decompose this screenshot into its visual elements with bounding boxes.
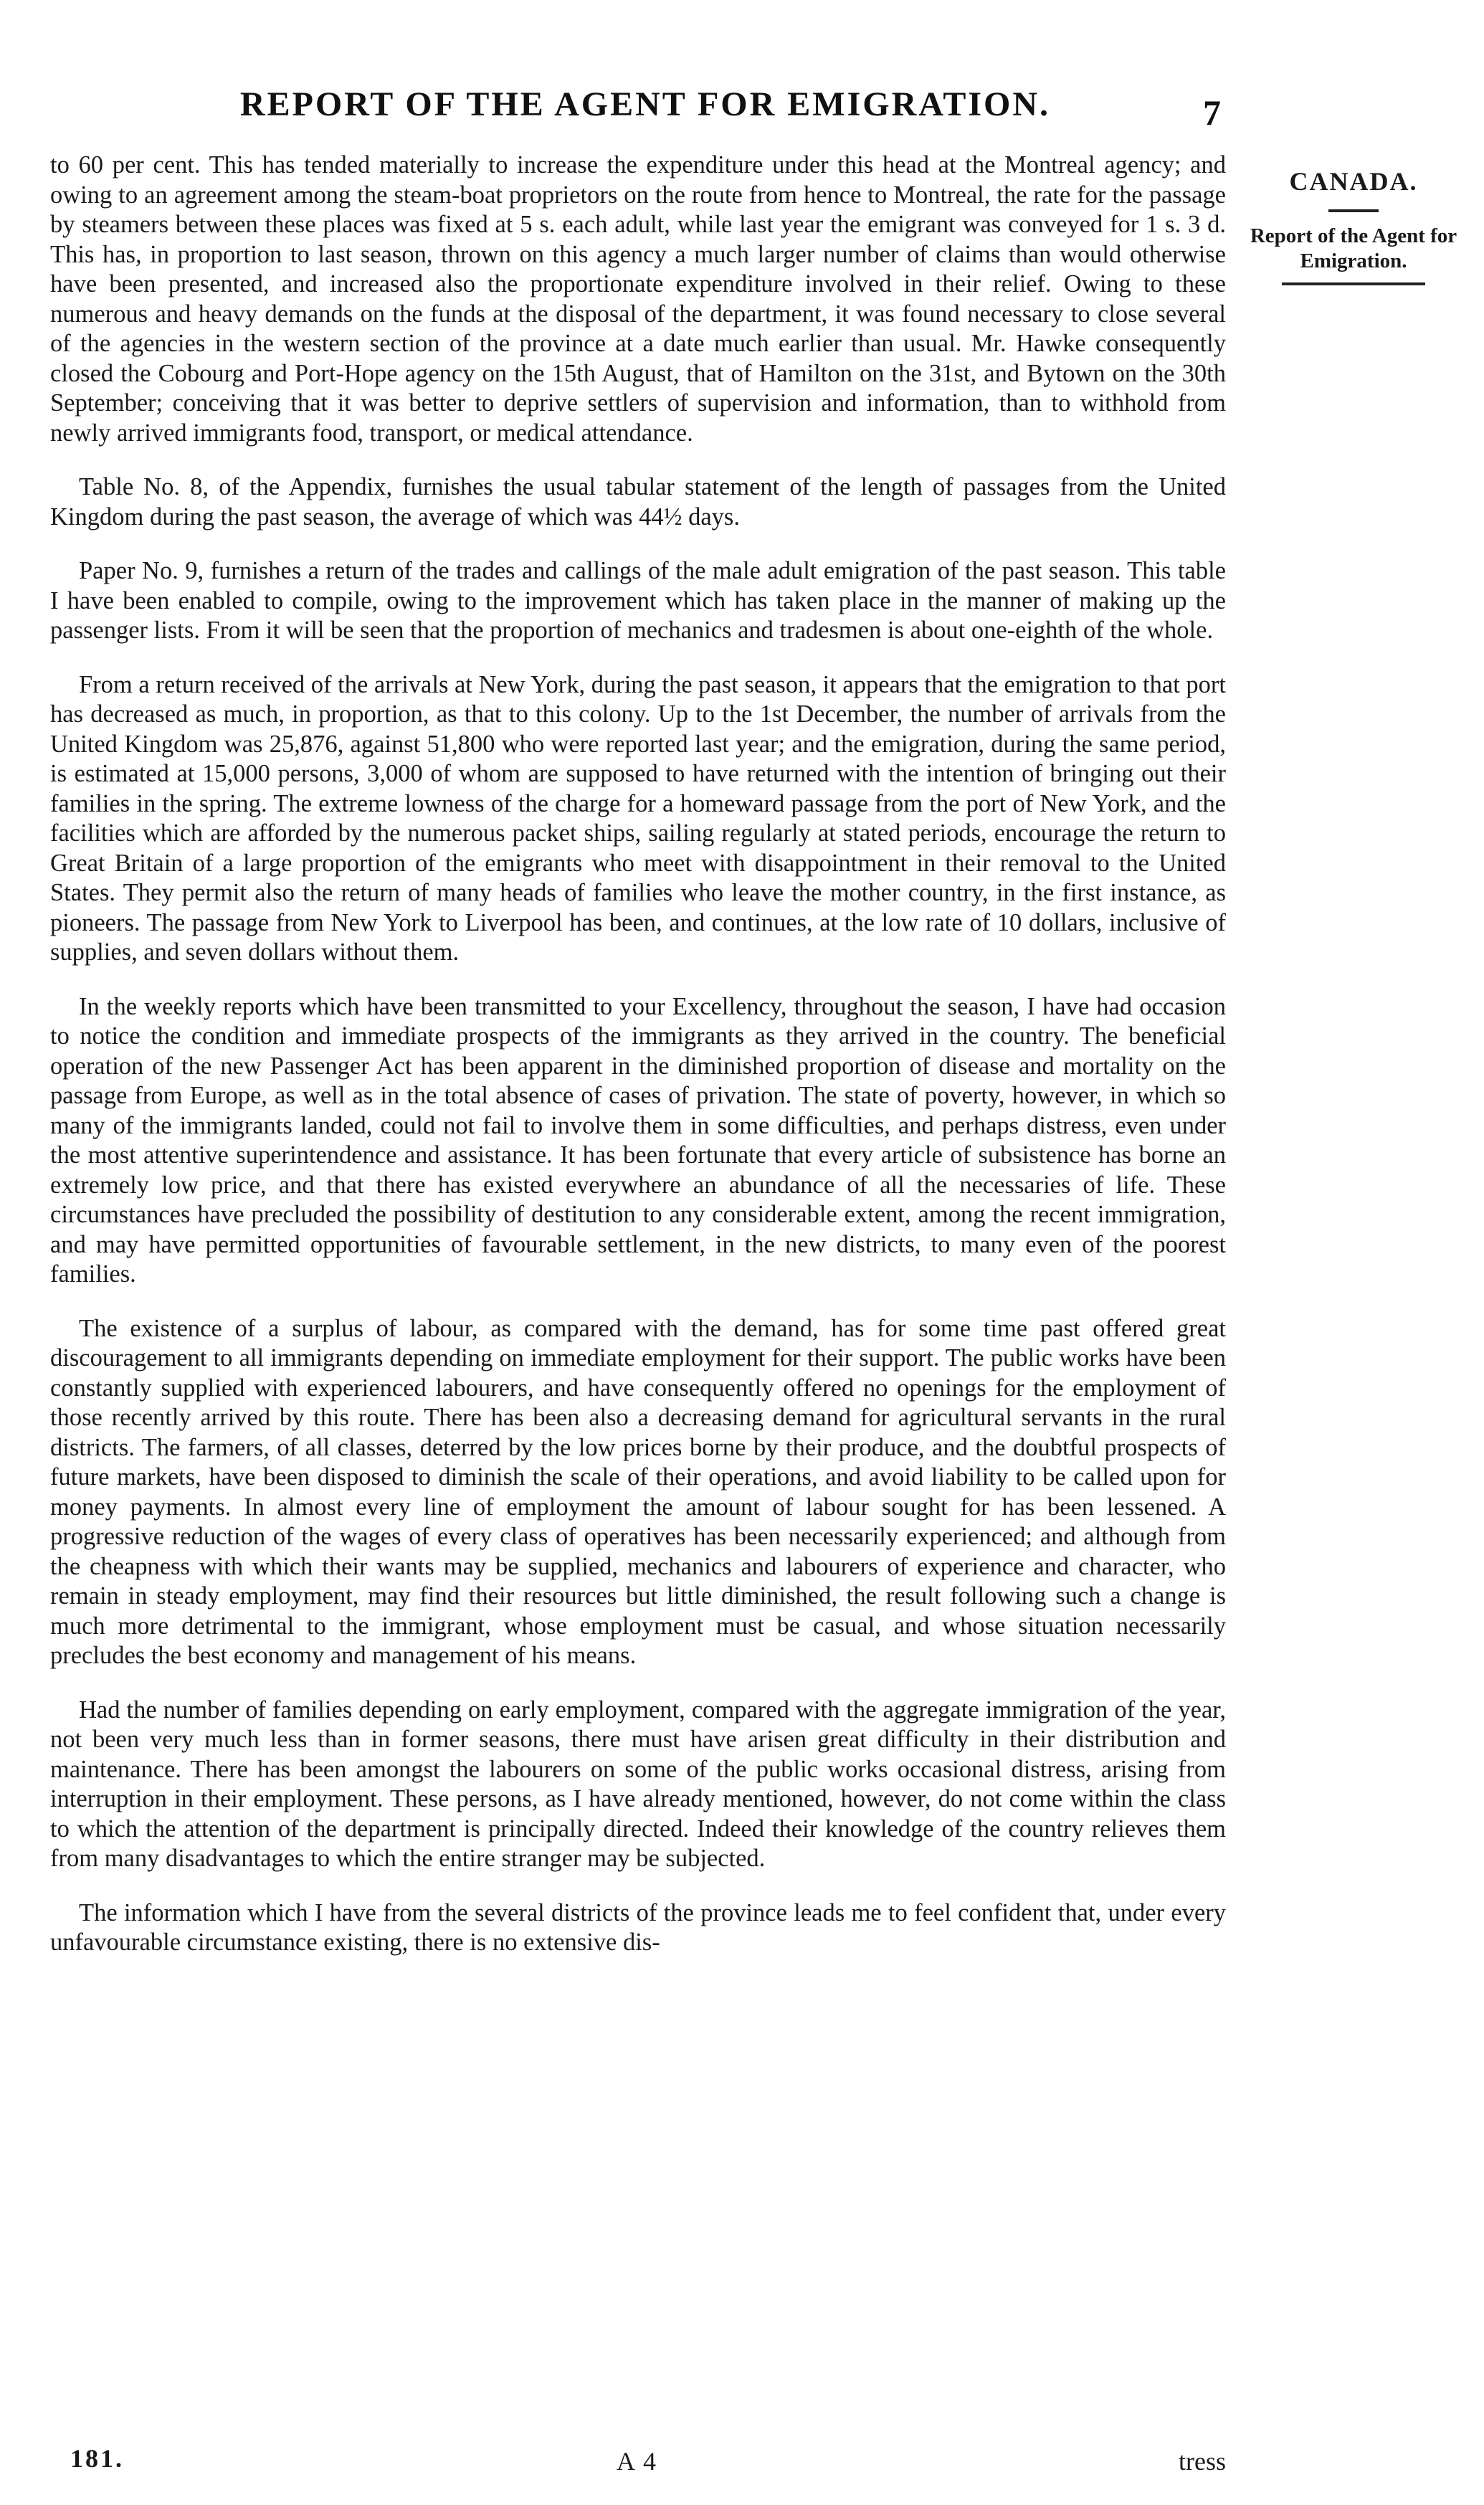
paragraph-1: to 60 per cent. This has tended materially to increase the expenditure under this head at the Montreal agency; and owing to an agreement among the steam-boat proprietors on the route from hence to Montreal, the rate for the passage by steamers between these places was fixed at 5 s. each adult, while last year the emigrant was conveyed for 1 s. 3 d. This has, in proportion to last season, thrown on this agency a much larger number of claims than would otherwise have been presented, and increased also the proportionate expenditure involved in their relief. Owing to these numerous and heavy demands on the funds at the disposal of the department, it was found necessary to close several of the agencies in the western section of the province at a date much earlier than usual. Mr. Hawke consequently closed the Cobourg and Port-Hope agency on the 15th August, that of Hamilton on the 31st, and Bytown on the 30th September; conceiving that it was better to deprive settlers of supervision and information, than to withhold from newly arrived immigrants food, transport, or medical attendance.	[50, 151, 1226, 447]
paragraph-3: Paper No. 9, furnishes a return of the trades and callings of the male adult emigration of the past season. This table I have been enabled to compile, owing to the improvement which has taken place in the manner of making up the passenger lists. From it will be seen that the proportion of mechanics and tradesmen is about one-eighth of the whole.	[50, 557, 1226, 644]
margin-rule-long	[1282, 282, 1425, 285]
paragraph-2: Table No. 8, of the Appendix, furnishes the usual tabular statement of the length of passages from the United Kingdom during the past season, the average of which was 44½ days.	[50, 473, 1226, 531]
paragraph-5: In the weekly reports which have been transmitted to your Excellency, throughout the season, I have had occasion to notice the condition and immediate prospects of the immigrants as they arrived in the country. The beneficial operation of the new Passenger Act has been apparent in the diminished proportion of disease and mortality on the passage from Europe, as well as in the total absence of cases of privation. The state of poverty, however, in which so many of the immigrants landed, could not fail to involve them in some difficulties, and perhaps distress, even under the most attentive superintendence and assistance. It has been fortunate that every article of subsistence has borne an extremely low price, and that there has existed everywhere an abundance of all the necessaries of life. These circumstances have precluded the possibility of destitution to any considerable extent, among the recent immigration, and may have permitted opportunities of favourable settlement, in the new districts, to many even of the poorest families.	[50, 992, 1226, 1288]
paragraph-6: The existence of a surplus of labour, as compared with the demand, has for some time past offered great discouragement to all immigrants depending on immediate employment for their support. The public works have been constantly supplied with experienced labourers, and have consequently offered no openings for the employment of those recently arrived by this route. There has been also a decreasing demand for agricultural servants in the rural districts. The farmers, of all classes, deterred by the low prices borne by their produce, and the doubtful prospects of future markets, have been disposed to diminish the scale of their operations, and avoid liability to be called upon for money payments. In almost every line of employment the amount of labour sought for has been lessened. A progressive reduction of the wages of every class of operatives has been necessarily experienced; and although from the cheapness with which their wants may be supplied, mechanics and labourers of experience and character, who remain in steady employment, may find their resources but little diminished, the result following such a change is much more detrimental to the immigrant, whose employment must be casual, and whose situation necessarily precludes the best economy and management of his means.	[50, 1314, 1226, 1669]
body-text	[50, 151, 1226, 1958]
margin-note-text: Report of the Agent for Emigration.	[1250, 224, 1457, 272]
paragraph-7: Had the number of families depending on early employment, compared with the aggregate immigration of the year, not been very much less than in former seasons, there must have arisen great difficulty in their distribution and maintenance. There has been amongst the labourers on some of the public works occasional distress, arising from interruption in their employment. These persons, as I have already mentioned, however, do not come within the class to which the attention of the department is principally directed. Indeed their knowledge of the country relieves them from many disadvantages to which the entire stranger may be subjected.	[50, 1696, 1226, 1872]
sheet-mark: A 4	[617, 2447, 658, 2476]
paragraph-4: From a return received of the arrivals at New York, during the past season, it appears that the emigration to that port has decreased as much, in proportion, as that to this colony. Up to the 1st December, the number of arrivals from the United Kingdom was 25,876, against 51,800 who were reported last year; and the emigration, during the same period, is estimated at 15,000 persons, 3,000 of whom are supposed to have returned with the intention of bringing out their families in the spring. The extreme lowness of the charge for a homeward passage from the port of New York, and the facilities which are afforded by the numerous packet ships, sailing regularly at stated periods, encourage the return to Great Britain of a large proportion of the emigrants who meet with disappointment in their removal to the United States. They permit also the return of many heads of families who leave the mother country, in the first instance, as pioneers. The passage from New York to Liverpool has been, and continues, at the low rate of 10 dollars, inclusive of supplies, and seven dollars without them.	[50, 670, 1226, 966]
page-number: 7	[1203, 92, 1221, 133]
page-footer	[50, 2443, 1226, 2479]
margin-note	[1239, 166, 1468, 285]
signature-mark: 181.	[70, 2444, 124, 2473]
catchword: tress	[1179, 2447, 1226, 2476]
page-title: REPORT OF THE AGENT FOR EMIGRATION.	[239, 85, 1051, 123]
paragraph-8: The information which I have from the several districts of the province leads me to feel confident that, under every unfavourable circumstance existing, there is no extensive dis-	[50, 1898, 1226, 1956]
margin-note-heading: CANADA.	[1289, 167, 1418, 196]
margin-rule-short	[1328, 209, 1379, 212]
